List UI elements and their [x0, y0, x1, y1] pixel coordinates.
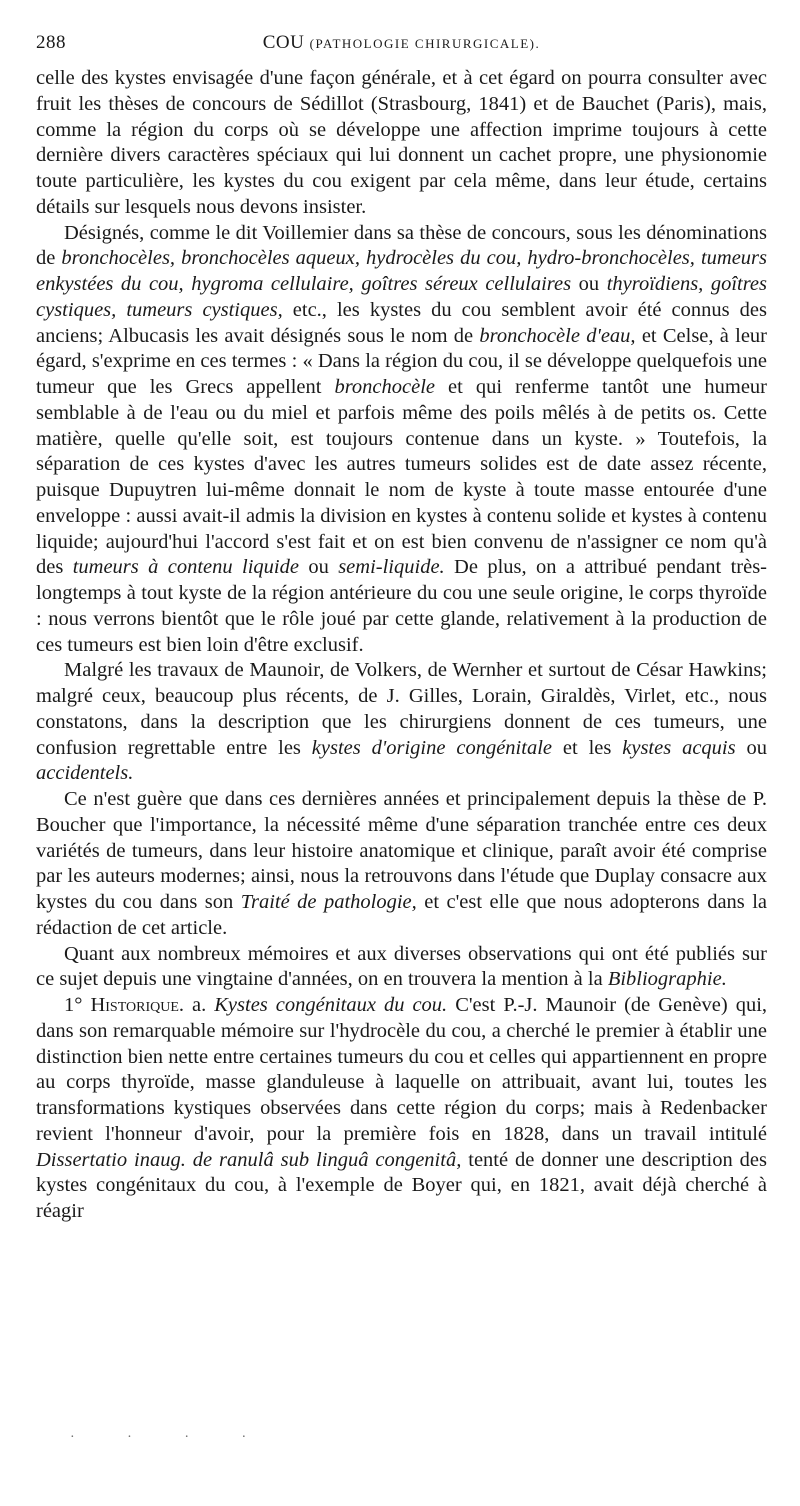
- running-title: [36, 32, 767, 54]
- paragraph-2: Désignés, comme le dit Voillemier dans sa thèse de concours, sous les dénominations de bronchocèles, bronchocèles aqueux, hydrocèles du cou, hydro-bronchocèles, tumeurs enkystées du cou, hygroma cellulaire, goîtres séreux cellulaires ou thyroïdiens, goîtres cystiques, tumeurs cystiques, etc., les kystes du cou semblent avoir été connus des anciens; Albucasis les avait désignés sous le nom de bronchocèle d'eau, et Celse, à leur égard, s'exprime en ces termes : « Dans la région du cou, il se développe quelquefois une tumeur que les Grecs appellent bronchocèle et qui renferme tantôt une humeur semblable à de l'eau ou du miel et parfois même des poils mêlés à de petits os. Cette matière, quelle qu'elle soit, est toujours contenue dans un kyste. » Toutefois, la séparation de ces kystes d'avec les autres tumeurs solides est de date assez récente, puisque Dupuytren lui-même donnait le nom de kyste à toute masse entourée d'une enveloppe : aussi avait-il admis la division en kystes à contenu solide et kystes à contenu liquide; aujourd'hui l'accord s'est fait et on est bien convenu de n'assigner ce nom qu'à des tumeurs à contenu liquide ou semi-liquide. De plus, on a attribué pendant très-longtemps à tout kyste de la région antérieure du cou une seule origine, le corps thyroïde : nous verrons bientôt que le rôle joué par cette glande, relativement à la production de ces tumeurs est bien loin d'être exclusif.: [36, 221, 768, 656]
- running-title-sub: (PATHOLOGIE CHIRURGICALE).: [309, 36, 541, 51]
- page-number: 288: [36, 32, 66, 53]
- paragraph-4: Ce n'est guère que dans ces dernières années et principalement depuis la thèse de P. Boucher que l'importance, la nécessité même d'une séparation tranchée entre ces deux variétés de tumeurs, dans leur histoire anatomique et clinique, paraît avoir été comprise par les auteurs modernes; ainsi, nous la retrouvons dans l'étude que Duplay consacre aux kystes du cou dans son Traité de pathologie, et c'est elle que nous adopterons dans la rédaction de cet article.: [36, 788, 768, 939]
- paragraph-5: Quant aux nombreux mémoires et aux diverses observations qui ont été publiés sur ce sujet depuis une vingtaine d'années, on en trouvera la mention à la Bibliographie.: [36, 942, 767, 991]
- body-text: [36, 66, 767, 1225]
- paragraph-3: Malgré les travaux de Maunoir, de Volkers, de Wernher et surtout de César Hawkins; malgré ceux, beaucoup plus récents, de J. Gilles, Lorain, Giraldès, Virlet, etc., nous constatons, dans la description que les chirurgiens donnent de ces tumeurs, une confusion regrettable entre les kystes d'origine congénitale et les kystes acquis ou accidentels.: [36, 659, 767, 785]
- running-title-main: COU: [262, 32, 305, 53]
- page-header: [36, 28, 767, 66]
- section-heading: 1° Historique.: [64, 994, 185, 1016]
- paragraph-historique: 1° Historique. a. Kystes congénitaux du cou. C'est P.-J. Maunoir (de Genève) qui, dans son remarquable mémoire sur l'hydrocèle du cou, a cherché le premier à établir une distinction bien nette entre certaines tumeurs du cou et celles qui appartiennent en propre au corps thyroïde, masse glanduleuse à laquelle on attribuait, avant lui, toutes les transformations kystiques observées dans cette région du corps; mais à Redenbacker revient l'honneur d'avoir, pour la première fois en 1828, dans un travail intitulé Dissertatio inaug. de ranulâ sub linguâ congenitâ, tenté de donner une description des kystes congénitaux du cou, à l'exemple de Boyer qui, en 1821, avait déjà cherché à réagir: [36, 994, 768, 1222]
- paragraph-1: celle des kystes envisagée d'une façon générale, et à cet égard on pourra consulter avec fruit les thèses de concours de Sédillot (Strasbourg, 1841) et de Bauchet (Paris), mais, comme la région du corps où se développe une affection imprime toujours à cette dernière divers caractères spéciaux qui lui donnent un cachet propre, une physionomie toute particulière, les kystes du cou exigent par cela même, dans leur étude, certains détails sur lesquels nous devons insister.: [36, 67, 767, 218]
- scan-marks: · · · ·: [70, 1430, 247, 1445]
